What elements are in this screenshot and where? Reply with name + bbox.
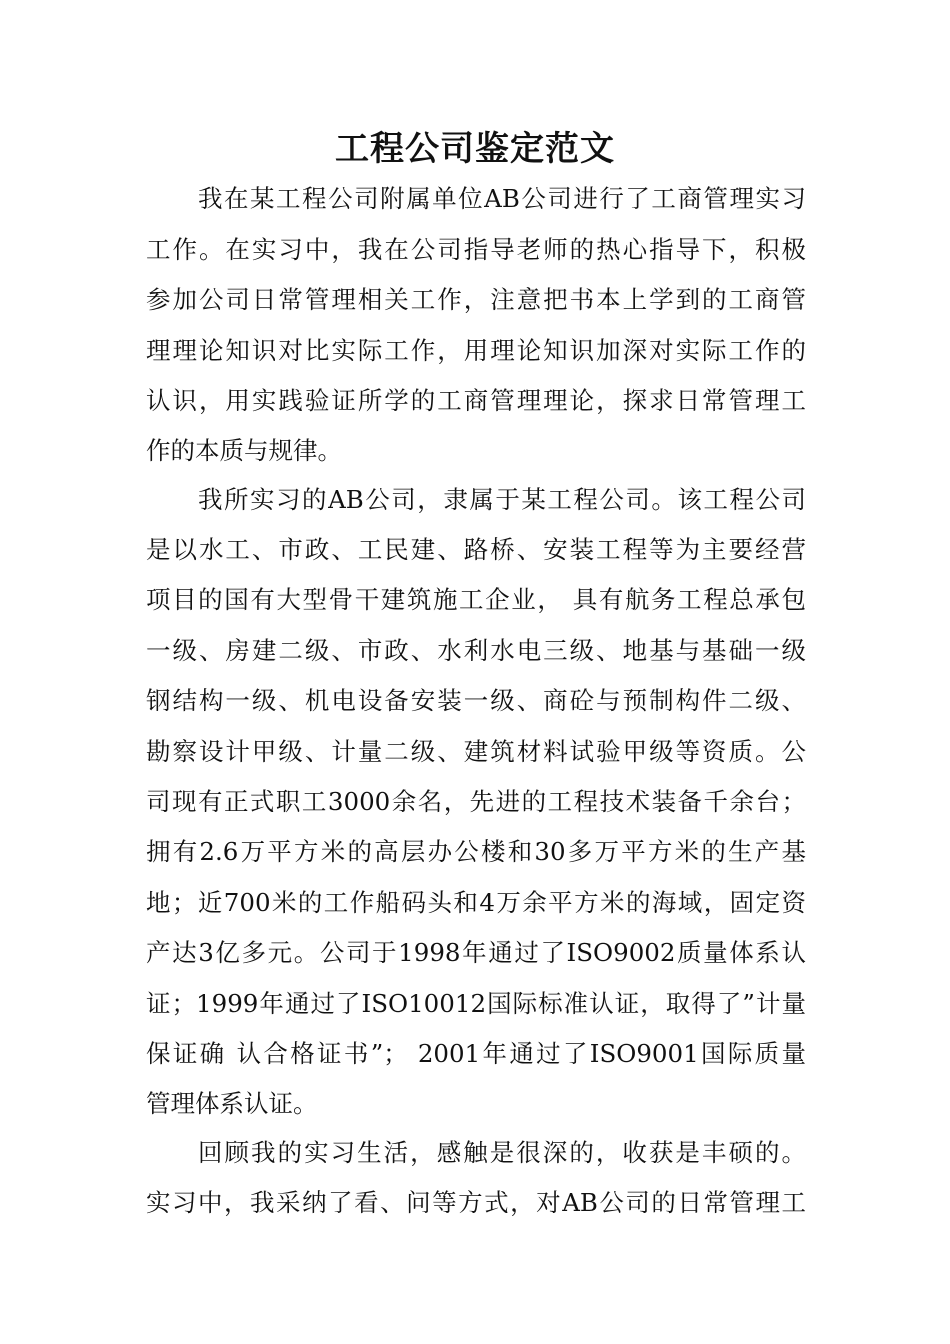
document-title: 工程公司鉴定范文 [335, 129, 615, 169]
paragraph-2-line-2: 是以水工、市政、工民建、路桥、安装工程等为主要经营 [146, 535, 806, 564]
paragraph-2-line-12: 保证确 认合格证书”； 2001年通过了ISO9001国际质量 [146, 1039, 806, 1068]
paragraph-3-line-2: 实习中，我采纳了看、问等方式，对AB公司的日常管理工 [146, 1188, 806, 1217]
paragraph-1-line-2: 工作。在实习中，我在公司指导老师的热心指导下，积极 [146, 235, 806, 264]
paragraph-1-line-3: 参加公司日常管理相关工作，注意把书本上学到的工商管 [146, 285, 806, 314]
paragraph-2-line-5: 钢结构一级、机电设备安装一级、商砼与预制构件二级、 [146, 686, 806, 715]
paragraph-2-line-3: 项目的国有大型骨干建筑施工企业， 具有航务工程总承包 [146, 585, 806, 614]
paragraph-2-line-7: 司现有正式职工3000余名，先进的工程技术装备千余台； [146, 787, 806, 816]
paragraph-2-line-8: 拥有2.6万平方米的高层办公楼和30多万平方米的生产基 [146, 837, 806, 866]
paragraph-2-line-13: 管理体系认证。 [146, 1089, 318, 1118]
paragraph-2-line-11: 证；1999年通过了ISO10012国际标准认证，取得了”计量 [146, 989, 806, 1018]
paragraph-3-line-1: 回顾我的实习生活，感触是很深的，收获是丰硕的。 [198, 1138, 806, 1167]
paragraph-2-line-4: 一级、房建二级、市政、水利水电三级、地基与基础一级 [146, 636, 806, 665]
paragraph-2-line-10: 产达3亿多元。公司于1998年通过了ISO9002质量体系认 [146, 938, 806, 967]
paragraph-1-line-6: 作的本质与规律。 [146, 436, 342, 465]
paragraph-1-line-5: 认识，用实践验证所学的工商管理理论，探求日常管理工 [146, 386, 806, 415]
paragraph-2-line-1: 我所实习的AB公司，隶属于某工程公司。该工程公司 [198, 485, 806, 514]
paragraph-1-line-4: 理理论知识对比实际工作，用理论知识加深对实际工作的 [146, 336, 806, 365]
paragraph-1-line-1: 我在某工程公司附属单位AB公司进行了工商管理实习 [198, 184, 806, 213]
paragraph-2-line-9: 地；近700米的工作船码头和4万余平方米的海域，固定资 [146, 888, 806, 917]
paragraph-2-line-6: 勘察设计甲级、计量二级、建筑材料试验甲级等资质。公 [146, 737, 806, 766]
